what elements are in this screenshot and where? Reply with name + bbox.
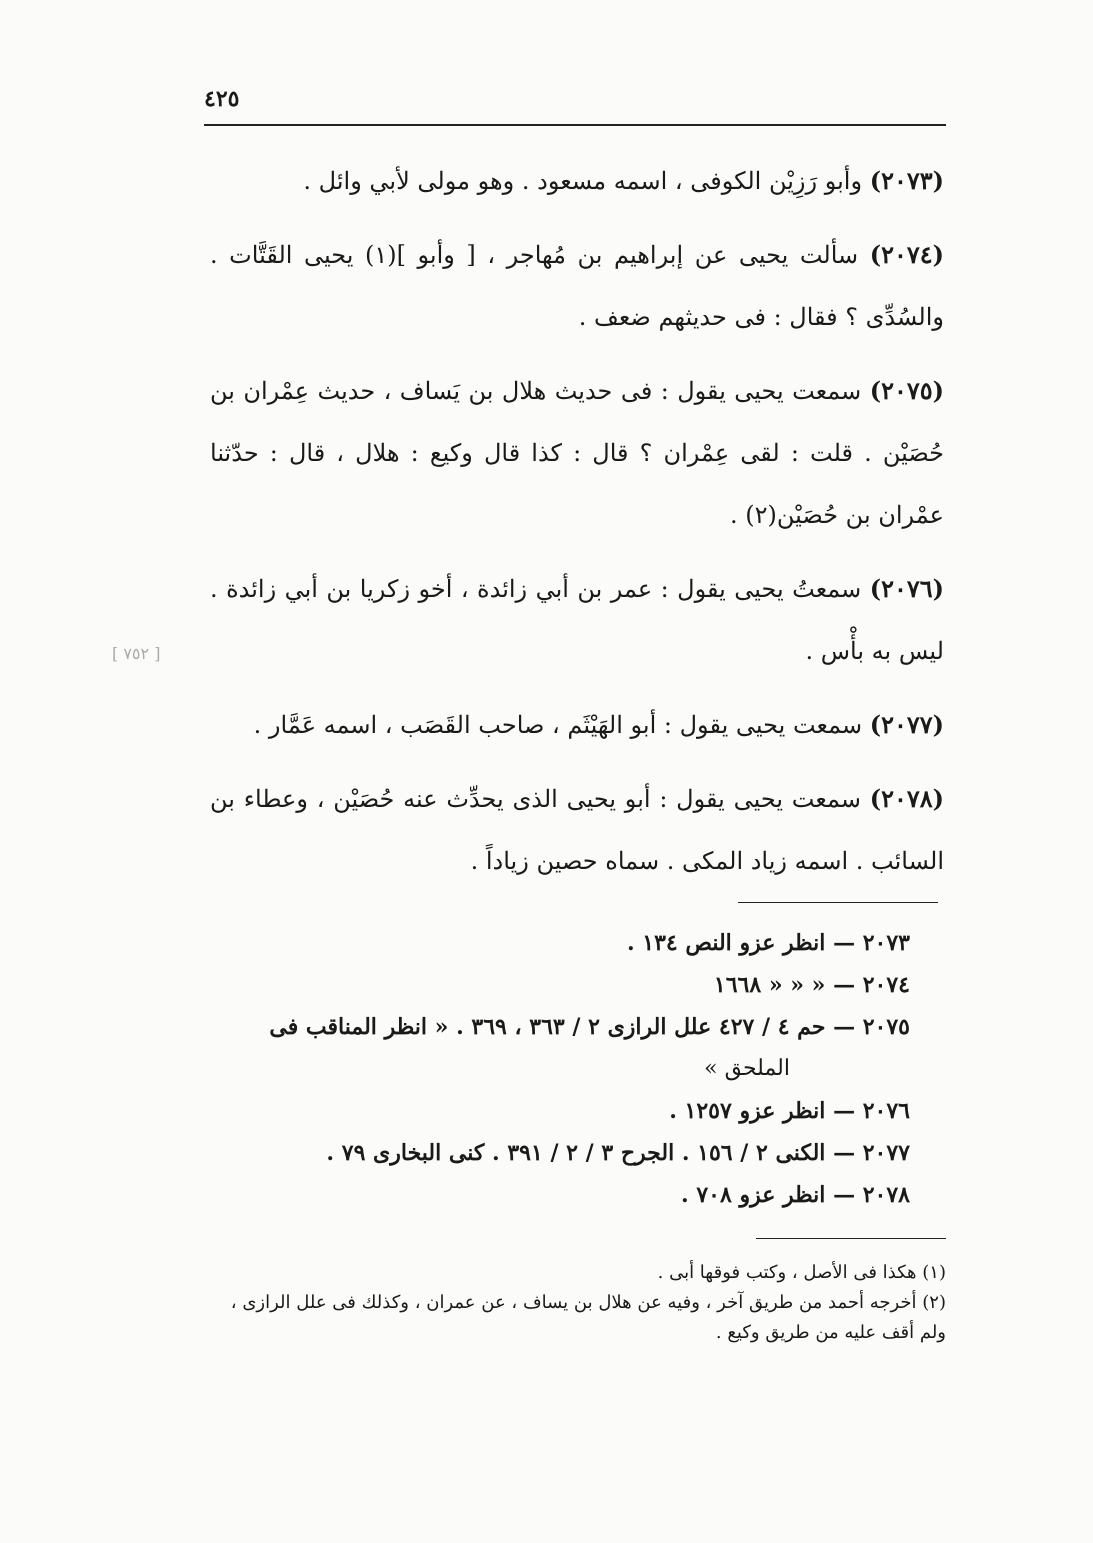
entry-text: سمعت يحيى يقول : أبو يحيى الذى يحدِّث عنه حُصَيْن ، وعطاء بن السائب . اسمه زياد المكى . سماه حصين زياداً . (210, 785, 944, 875)
reference-line: ٢٠٧٣ — انظر عزو النص ١٣٤ . (626, 930, 910, 956)
entry-text: سمعت يحيى يقول : أبو الهَيْثَم ، صاحب القَصَب ، اسمه عَمَّار . (253, 711, 863, 739)
entry-2078 (210, 768, 944, 892)
reference-line: ٢٠٧٦ — انظر عزو ١٢٥٧ . (669, 1098, 910, 1124)
page-number: ٤٢٥ (204, 86, 240, 112)
entry-number: (٢٠٧٧) (869, 710, 944, 739)
footnote: (٢) أخرجه أحمد من طريق آخر ، وفيه عن هلال بن يساف ، عن عمران ، وكذلك فى علل الرازى ، ولم أقف عليه من طريق وكيع . (230, 1292, 946, 1343)
entry-2076 (210, 558, 944, 682)
reference-line: ٢٠٧٥ — حم ٤ / ٤٢٧ علل الرازى ٢ / ٣٦٣ ، ٣٦٩ . « انظر المناقب فى (269, 1014, 910, 1040)
entry-2074 (210, 224, 944, 348)
entry-2077 (210, 694, 944, 756)
main-text (210, 150, 944, 904)
entry-number: (٢٠٧٣) (869, 166, 944, 195)
references-separator (738, 902, 938, 903)
entry-text: سمعت يحيى يقول : فى حديث هلال بن يَساف ، حديث عِمْران بن حُصَيْن . قلت : لقى عِمْران ؟ قال : كذا قال وكيع : هلال ، قال : حدّثنا عمْران بن حُصَيْن(٢) . (210, 377, 944, 529)
entry-text: سألت يحيى عن إبراهيم بن مُهاجر ، [ وأبو ](١) يحيى القَتَّات . والسُدِّى ؟ فقال : فى حديثهم ضعف . (210, 241, 944, 331)
footnote-separator (756, 1238, 946, 1239)
references (210, 922, 910, 1216)
reference-line: ٢٠٧٨ — انظر عزو ٧٠٨ . (681, 1182, 910, 1208)
entry-2073 (210, 150, 944, 212)
header-rule (204, 124, 946, 126)
entry-2075 (210, 360, 944, 546)
entry-number: (٢٠٧٥) (869, 376, 944, 405)
reference-line: ٢٠٧٧ — الكنى ٢ / ١٥٦ . الجرح ٣ / ٢ / ٣٩١ . كنى البخارى ٧٩ . (326, 1140, 910, 1166)
margin-mark: [ ٧٥٢ ] (112, 644, 161, 663)
reference-line-continuation: الملحق » (704, 1056, 790, 1081)
entry-text: سمعتُ يحيى يقول : عمر بن أبي زائدة ، أخو زكريا بن أبي زائدة . ليس به بأْس . (210, 575, 944, 665)
reference-line: ٢٠٧٤ — « « « ١٦٦٨ (713, 972, 910, 998)
entry-text: وأبو رَزِيْن الكوفى ، اسمه مسعود . وهو مولى لأبي وائل . (303, 167, 863, 195)
footnote: (١) هكذا فى الأصل ، وكتب فوقها أبى . (657, 1262, 946, 1283)
entry-number: (٢٠٧٤) (869, 240, 944, 269)
entry-number: (٢٠٧٦) (869, 574, 944, 603)
entry-number: (٢٠٧٨) (869, 784, 944, 813)
footnotes (210, 1258, 946, 1348)
